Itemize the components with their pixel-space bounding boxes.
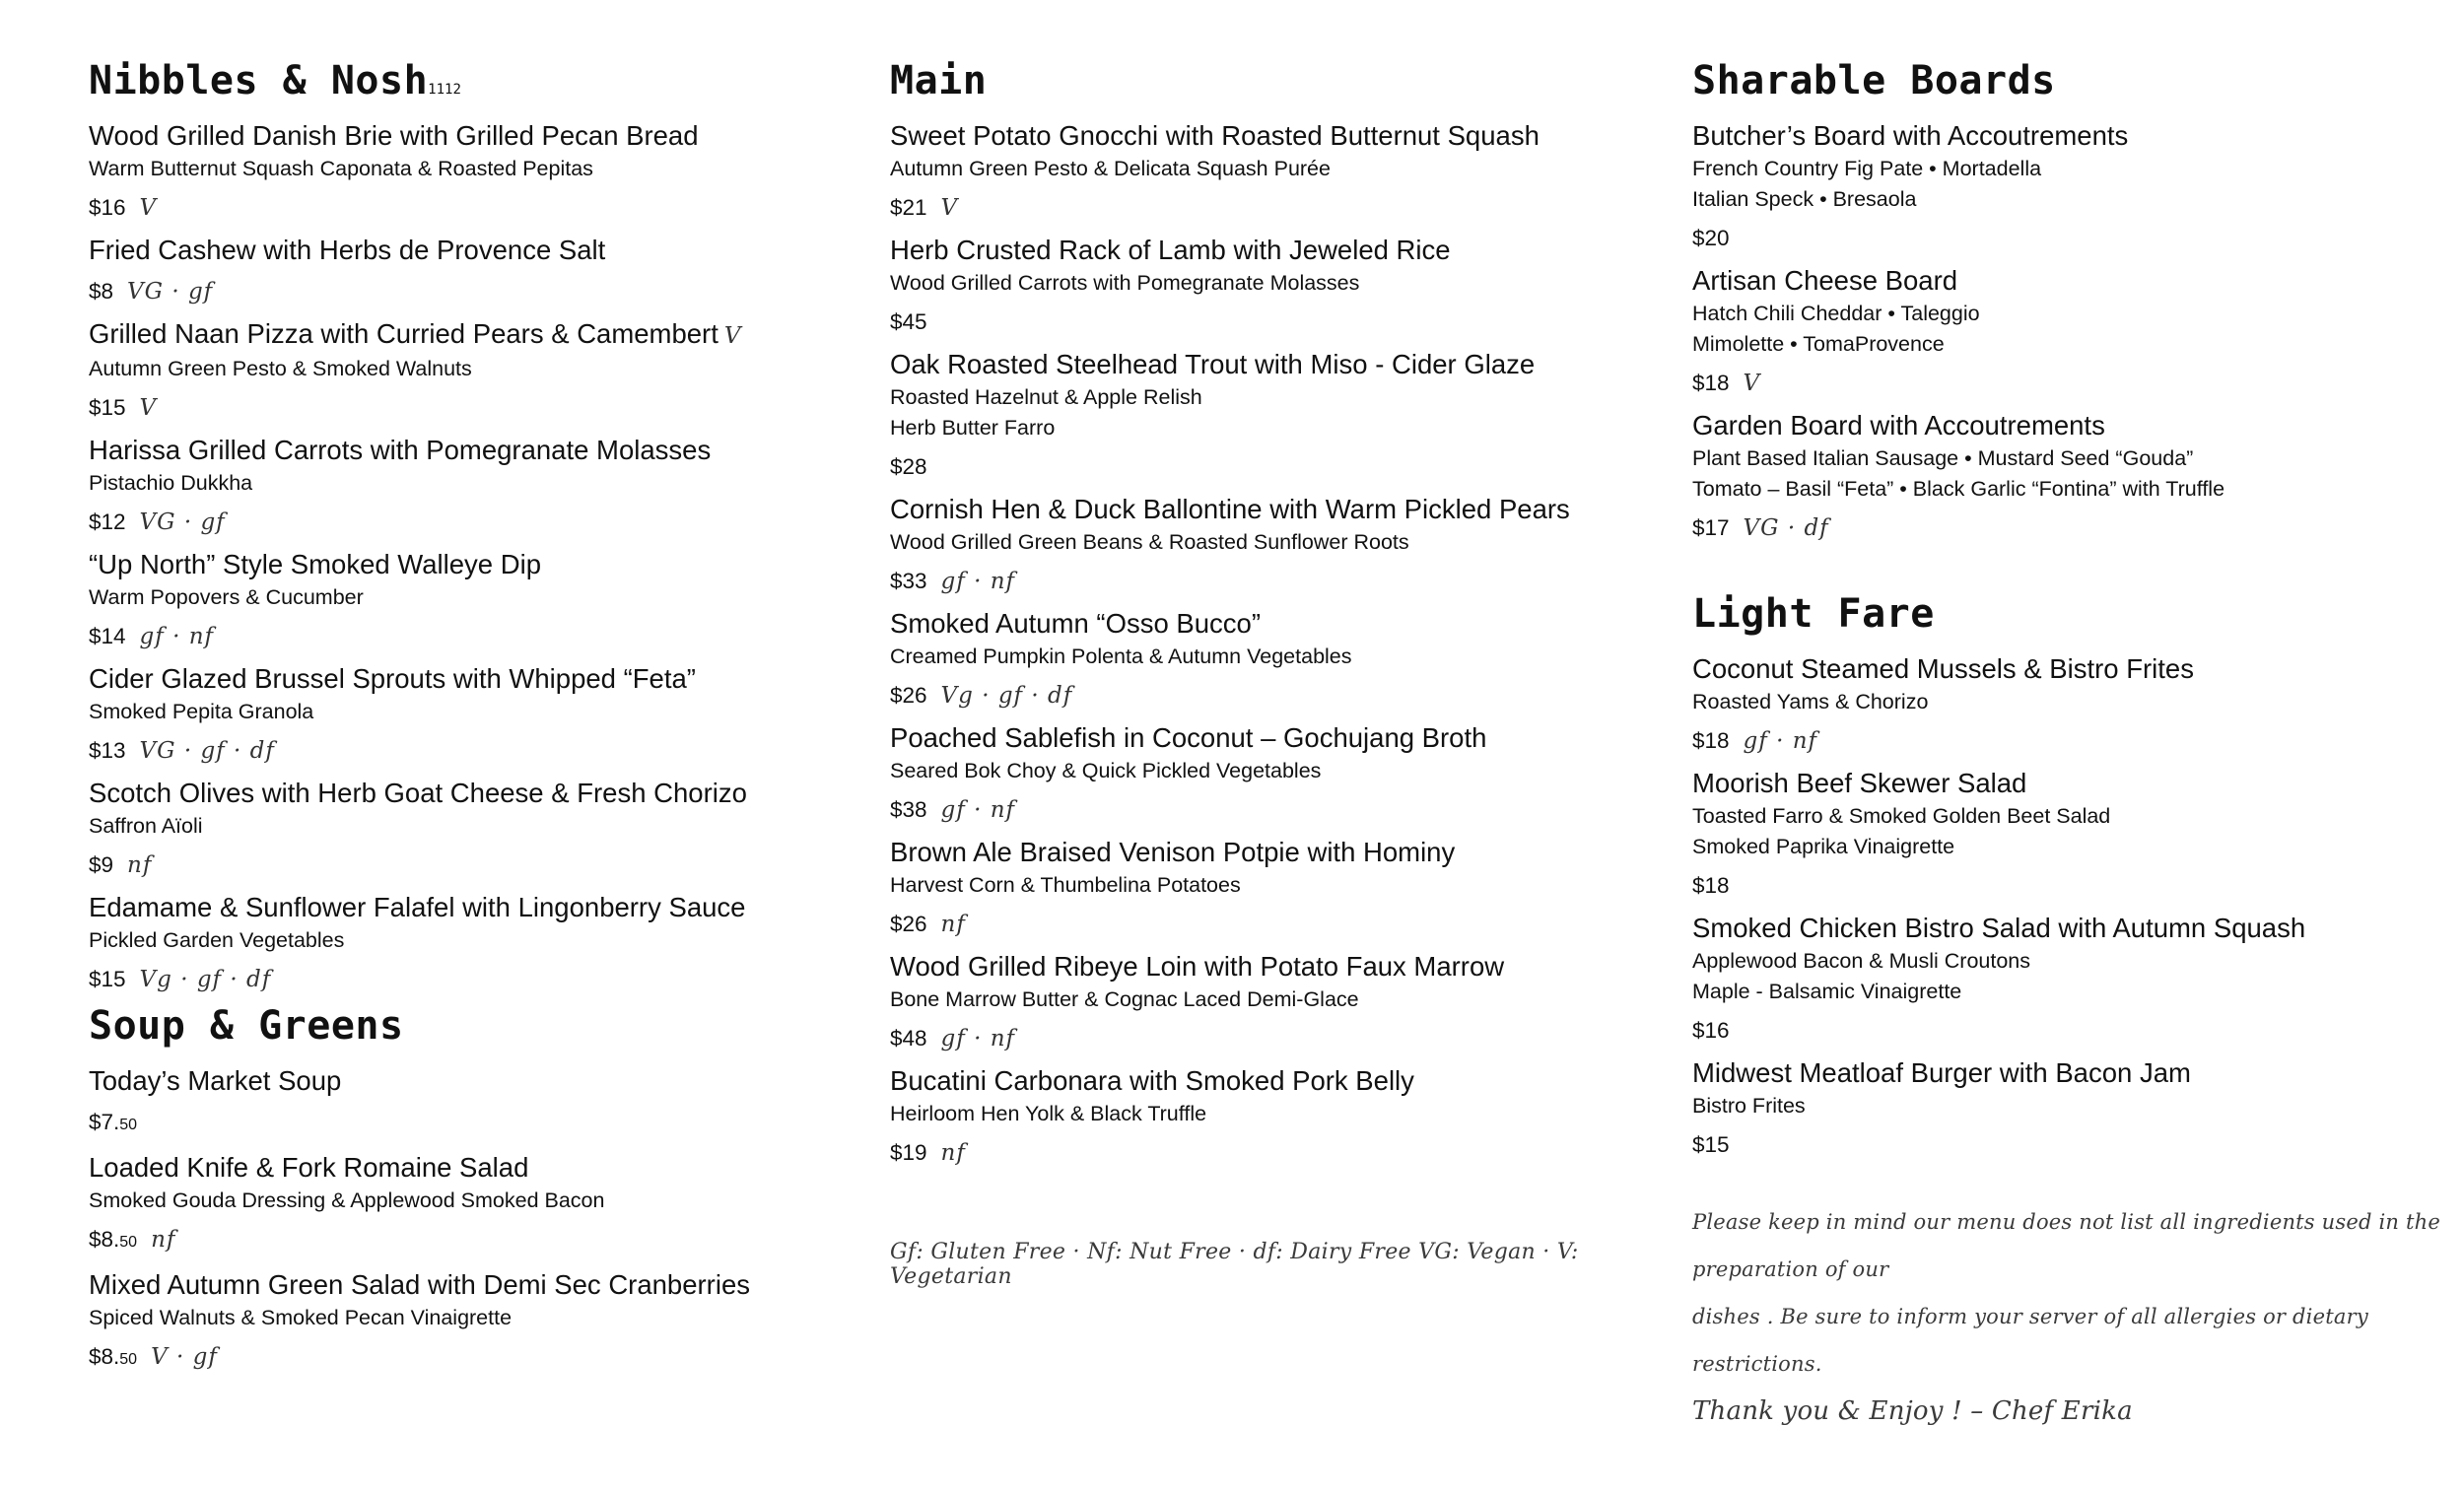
menu-item [89, 1267, 838, 1376]
menu-item-name-text: Garden Board with Accoutrements [1692, 410, 2105, 441]
menu-item-price: $20 [1692, 226, 1730, 250]
dietary-tags: Vg · gf · df [139, 967, 272, 992]
menu-item-description: Saffron Aïoli [89, 814, 203, 838]
menu-item-price-row [89, 1107, 838, 1141]
menu-item-price: $18 [1692, 728, 1730, 753]
menu-item [890, 1063, 1659, 1169]
menu-item-price-cents: 50 [119, 1234, 138, 1251]
light-item-list [1692, 651, 2441, 1161]
menu-item-price: $48 [890, 1026, 927, 1051]
menu-item-description: Applewood Bacon & Musli Croutons [1692, 949, 2030, 973]
menu-item-price: $15 [89, 967, 126, 991]
menu-item-description: Roasted Hazelnut & Apple Relish [890, 385, 1202, 409]
menu-item-price-row [1692, 1129, 2441, 1161]
dietary-tags: V [139, 395, 158, 421]
section-title-boards: Sharable Boards [1692, 58, 2056, 103]
menu-item [89, 1063, 838, 1141]
menu-item-price: $33 [890, 569, 927, 593]
menu-item-price: $8 [89, 279, 114, 304]
menu-item-price: $26 [890, 912, 927, 936]
menu-item-name-text: Loaded Knife & Fork Romaine Salad [89, 1152, 529, 1183]
menu-item-name-text: Brown Ale Braised Venison Potpie with Hominy [890, 837, 1456, 867]
dietary-tags: gf · nf [940, 1026, 1016, 1052]
section-spacer [1692, 553, 2441, 592]
menu-item-name-text: Bucatini Carbonara with Smoked Pork Belly [890, 1065, 1414, 1096]
menu-item-price-row [890, 192, 1659, 224]
menu-item [89, 1150, 838, 1258]
menu-item [1692, 408, 2441, 544]
menu-item-price: $12 [89, 509, 126, 534]
menu-item-description: Bone Marrow Butter & Cognac Laced Demi-Glace [890, 987, 1359, 1011]
menu-item [890, 720, 1659, 826]
menu-item-name [89, 1150, 838, 1186]
menu-item-price-row [890, 680, 1659, 712]
menu-item-price-row [890, 909, 1659, 940]
menu-item-name [1692, 1055, 2441, 1091]
allergy-note-line: Please keep in mind our menu does not list all ingredients used in the preparation of our [1692, 1210, 2441, 1281]
column-right [1692, 59, 2441, 1435]
menu-item-name-text: Harissa Grilled Carrots with Pomegranate Molasses [89, 435, 712, 465]
dietary-tags: V · gf [151, 1344, 218, 1370]
menu-item-description: Wood Grilled Green Beans & Roasted Sunflower Roots [890, 530, 1409, 554]
menu-item-name [89, 118, 838, 154]
menu-item-price-row [890, 1137, 1659, 1169]
dietary-tags: V [940, 195, 959, 221]
chef-signature: Thank you & Enjoy ! – Chef Erika [1692, 1396, 2133, 1426]
menu-item-price-row [89, 1224, 838, 1258]
allergy-note-line: dishes . Be sure to inform your server of all allergies or dietary restrictions. [1692, 1305, 2368, 1376]
menu-item-name-text: Midwest Meatloaf Burger with Bacon Jam [1692, 1057, 2191, 1088]
menu-item-price: $7. [89, 1110, 120, 1134]
menu-item-description: Mimolette • TomaProvence [1692, 332, 1945, 356]
menu-item-price: $8. [89, 1227, 120, 1252]
menu-item [89, 547, 838, 652]
menu-item-description: Maple - Balsamic Vinaigrette [1692, 980, 1962, 1003]
menu-item-price-row [890, 566, 1659, 597]
menu-item-name [1692, 408, 2441, 443]
menu-item-price: $28 [890, 454, 927, 479]
column-left [89, 59, 838, 1385]
menu-item-description: Warm Butternut Squash Caponata & Roasted Pepitas [89, 157, 593, 180]
menu-item-name [89, 1063, 838, 1099]
menu-item-price-row [1692, 512, 2441, 544]
menu-item-name [890, 233, 1659, 268]
menu-item-name-text: Fried Cashew with Herbs de Provence Salt [89, 235, 606, 265]
menu-item-price: $8. [89, 1344, 120, 1369]
menu-item-name-text: Butcher’s Board with Accoutrements [1692, 120, 2129, 151]
menu-item-price-row [89, 192, 838, 224]
menu-item-price-row [89, 507, 838, 538]
soup-item-list [89, 1063, 838, 1376]
dietary-tags: nf [127, 852, 153, 878]
menu-item-price-row [89, 392, 838, 424]
menu-item-name-text: Sweet Potato Gnocchi with Roasted Butternut Squash [890, 120, 1540, 151]
menu-item-description: Herb Butter Farro [890, 416, 1056, 440]
menu-item-price-row [1692, 1015, 2441, 1047]
menu-item-description: Italian Speck • Bresaola [1692, 187, 1917, 211]
menu-item-description: Seared Bok Choy & Quick Pickled Vegetables [890, 759, 1322, 782]
menu-item [89, 316, 838, 424]
menu-item-price-cents: 50 [119, 1351, 138, 1368]
menu-item [1692, 263, 2441, 399]
menu-item-description: Creamed Pumpkin Polenta & Autumn Vegetables [890, 645, 1352, 668]
menu-item-description: Smoked Pepita Granola [89, 700, 314, 723]
menu-item-price-row [1692, 725, 2441, 757]
section-title-nibbles: Nibbles & Nosh1112 [89, 58, 461, 103]
menu-item [1692, 766, 2441, 902]
allergy-note [1692, 1198, 2441, 1435]
menu-item-name [89, 1267, 838, 1303]
menu-item [1692, 118, 2441, 254]
section-title-main: Main [890, 58, 988, 103]
menu-item-name [1692, 911, 2441, 946]
menu-item-price-row [89, 276, 838, 307]
column-middle [890, 59, 1659, 1289]
section-title-superscript: 1112 [428, 82, 461, 98]
menu-item-price: $21 [890, 195, 927, 220]
menu-item-name-text: Today’s Market Soup [89, 1065, 342, 1096]
menu-item [890, 233, 1659, 338]
dietary-tags: gf · nf [940, 797, 1016, 823]
menu-item-description: Bistro Frites [1692, 1094, 1806, 1118]
menu-item-price: $15 [1692, 1132, 1730, 1157]
menu-item-price-row [89, 735, 838, 767]
menu-item-price-row [89, 621, 838, 652]
menu-item-price-cents: 50 [119, 1117, 138, 1133]
menu-item-price-row [1692, 223, 2441, 254]
menu-item-name-text: Cornish Hen & Duck Ballontine with Warm Pickled Pears [890, 494, 1570, 524]
menu-item-description: Autumn Green Pesto & Smoked Walnuts [89, 357, 472, 380]
menu-item [890, 347, 1659, 483]
menu-item [89, 776, 838, 881]
menu-item-name [890, 1063, 1659, 1099]
menu-item-name-text: Mixed Autumn Green Salad with Demi Sec Cranberries [89, 1269, 750, 1300]
menu-item-name [1692, 766, 2441, 801]
menu-item-price: $17 [1692, 515, 1730, 540]
menu-item-name-text: Edamame & Sunflower Falafel with Lingonberry Sauce [89, 892, 746, 922]
menu-item-name-text: Grilled Naan Pizza with Curried Pears & Camembert [89, 318, 719, 349]
menu-item-name-text: Poached Sablefish in Coconut – Gochujang Broth [890, 722, 1487, 753]
menu-item-name [89, 661, 838, 697]
menu-item-price: $15 [89, 395, 126, 420]
menu-item-name [89, 433, 838, 468]
menu-item-price-row [890, 794, 1659, 826]
section-title-light: Light Fare [1692, 591, 1935, 637]
dietary-tags: V [1743, 371, 1761, 396]
dietary-tags: nf [940, 912, 966, 937]
menu-item-price: $16 [89, 195, 126, 220]
menu-item-price: $13 [89, 738, 126, 763]
dietary-tags: gf · nf [139, 624, 215, 649]
menu-item [89, 890, 838, 995]
menu-item-price: $38 [890, 797, 927, 822]
menu-item-price-row [890, 306, 1659, 338]
menu-item [1692, 1055, 2441, 1161]
menu-item-name-text: Cider Glazed Brussel Sprouts with Whipped “Feta” [89, 663, 696, 694]
menu-item-price-row [89, 1341, 838, 1376]
menu-item-name [890, 118, 1659, 154]
menu-item-description: Smoked Gouda Dressing & Applewood Smoked Bacon [89, 1188, 605, 1212]
menu-item-description: Toasted Farro & Smoked Golden Beet Salad [1692, 804, 2111, 828]
menu-item-name [890, 835, 1659, 870]
menu-item-name [890, 720, 1659, 756]
menu-item-description: Spiced Walnuts & Smoked Pecan Vinaigrette [89, 1306, 513, 1329]
menu-item-description: Harvest Corn & Thumbelina Potatoes [890, 873, 1241, 897]
dietary-tags: nf [940, 1140, 966, 1166]
menu-item [1692, 911, 2441, 1047]
dietary-tags: VG · gf [139, 509, 226, 535]
menu-item-price: $14 [89, 624, 126, 648]
dietary-tags: VG · gf · df [139, 738, 275, 764]
menu-item-name [890, 949, 1659, 984]
menu-item-description: Smoked Paprika Vinaigrette [1692, 835, 1955, 858]
menu-item-name [89, 316, 838, 354]
menu-item-description: Autumn Green Pesto & Delicata Squash Purée [890, 157, 1331, 180]
menu-item [890, 835, 1659, 940]
menu-item [89, 661, 838, 767]
menu-item [890, 949, 1659, 1054]
menu-item-name [89, 890, 838, 925]
menu-item-description: Wood Grilled Carrots with Pomegranate Molasses [890, 271, 1360, 295]
dietary-legend: Gf: Gluten Free · Nf: Nut Free · df: Dairy Free VG: Vegan · V: Vegetarian [890, 1240, 1579, 1289]
menu-item-description: Hatch Chili Cheddar • Taleggio [1692, 302, 1980, 325]
menu-item-description: Pickled Garden Vegetables [89, 928, 345, 952]
menu-item-price: $9 [89, 852, 114, 877]
main-item-list [890, 118, 1659, 1169]
menu-item-name [1692, 651, 2441, 687]
menu-item-price: $26 [890, 683, 927, 708]
menu-item [890, 492, 1659, 597]
menu-item-name [1692, 263, 2441, 299]
menu-item-description: Heirloom Hen Yolk & Black Truffle [890, 1102, 1207, 1125]
menu-item-name [1692, 118, 2441, 154]
dietary-tags: gf · nf [940, 569, 1016, 594]
menu-item-price-row [890, 1023, 1659, 1054]
menu-item [890, 606, 1659, 712]
menu-item-price-row [1692, 870, 2441, 902]
menu-item-description: Tomato – Basil “Feta” • Black Garlic “Fontina” with Truffle [1692, 477, 2225, 501]
section-title-soup: Soup & Greens [89, 1003, 404, 1049]
dietary-tags: Vg · gf · df [940, 683, 1073, 709]
menu-item-description: Roasted Yams & Chorizo [1692, 690, 1929, 713]
menu-item-description: Pistachio Dukkha [89, 471, 253, 495]
menu-item-price: $45 [890, 309, 927, 334]
menu-item [89, 118, 838, 224]
menu-item-price: $16 [1692, 1018, 1730, 1043]
menu-item-price-row [1692, 368, 2441, 399]
dietary-tags: gf · nf [1743, 728, 1818, 754]
menu-item-price-row [89, 849, 838, 881]
menu-item-name [890, 492, 1659, 527]
menu-item-name [890, 606, 1659, 642]
menu-item [89, 233, 838, 307]
menu-item-name [89, 547, 838, 582]
menu-item-description: French Country Fig Pate • Mortadella [1692, 157, 2042, 180]
dietary-tags: VG · gf [127, 279, 214, 305]
dietary-tags: VG · df [1743, 515, 1829, 541]
menu-item-name-text: Smoked Autumn “Osso Bucco” [890, 608, 1261, 639]
menu-item-name-text: Wood Grilled Danish Brie with Grilled Pecan Bread [89, 120, 699, 151]
dietary-tag: V [723, 323, 741, 349]
menu-item-name [89, 233, 838, 268]
menu-item-name-text: Smoked Chicken Bistro Salad with Autumn Squash [1692, 913, 2306, 943]
dietary-tags: nf [151, 1227, 176, 1253]
menu-item-name-text: “Up North” Style Smoked Walleye Dip [89, 549, 541, 579]
menu-item [890, 118, 1659, 224]
menu-item [89, 433, 838, 538]
menu-item-name-text: Oak Roasted Steelhead Trout with Miso - Cider Glaze [890, 349, 1536, 379]
menu-item-name-text: Coconut Steamed Mussels & Bistro Frites [1692, 653, 2194, 684]
menu-item [1692, 651, 2441, 757]
menu-item-price-row [89, 964, 838, 995]
menu-item-price: $19 [890, 1140, 927, 1165]
menu-item-name-text: Herb Crusted Rack of Lamb with Jeweled Rice [890, 235, 1451, 265]
nibbles-item-list [89, 118, 838, 995]
dietary-tags: V [139, 195, 158, 221]
boards-item-list [1692, 118, 2441, 544]
menu-item-name-text: Wood Grilled Ribeye Loin with Potato Faux Marrow [890, 951, 1505, 982]
menu-item-price: $18 [1692, 873, 1730, 898]
menu-item-name-text: Scotch Olives with Herb Goat Cheese & Fresh Chorizo [89, 778, 747, 808]
menu-item-description: Warm Popovers & Cucumber [89, 585, 364, 609]
menu-item-name-text: Artisan Cheese Board [1692, 265, 1958, 296]
menu-item-price: $18 [1692, 371, 1730, 395]
menu-item-description: Plant Based Italian Sausage • Mustard Seed “Gouda” [1692, 446, 2194, 470]
menu-item-name [890, 347, 1659, 382]
menu-item-name [89, 776, 838, 811]
menu-item-name-text: Moorish Beef Skewer Salad [1692, 768, 2027, 798]
menu-item-price-row [890, 451, 1659, 483]
